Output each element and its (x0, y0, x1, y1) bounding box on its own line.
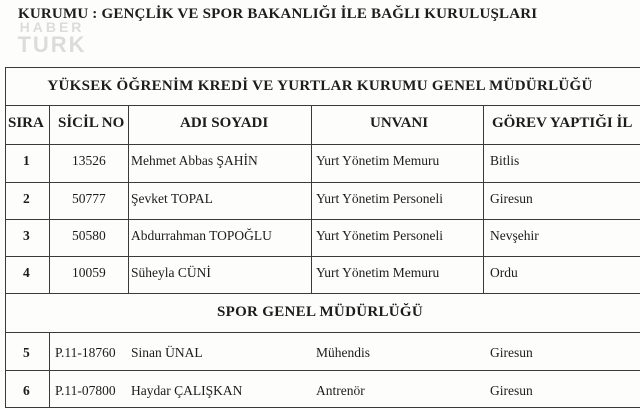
column-border (49, 105, 50, 293)
sira-cell: 2 (23, 191, 30, 206)
name-cell: Haydar ÇALIŞKAN (131, 383, 243, 398)
sira-cell: 1 (23, 153, 30, 168)
name-cell: Şevket TOPAL (131, 191, 213, 206)
header-ad: ADI SOYADI (180, 115, 269, 131)
header-bottom-border (5, 144, 640, 145)
column-border (311, 105, 312, 293)
il-cell: Giresun (490, 191, 533, 206)
row-border (5, 182, 640, 183)
sicil-cell: P.11-07800 (55, 383, 116, 398)
unvan-cell: Yurt Yönetim Personeli (316, 228, 443, 243)
section2-title: SPOR GENEL MÜDÜRLÜĞÜ (216, 304, 424, 320)
sicil-cell: 13526 (72, 153, 106, 168)
kurumu-title: KURUMU : GENÇLİK VE SPOR BAKANLIĞI İLE BAĞLI KURULUŞLARI (18, 6, 538, 22)
table-top-border (5, 67, 640, 68)
header-sicil: SİCİL NO (58, 115, 125, 131)
header-il: GÖREV YAPTIĞI İL (492, 115, 633, 131)
name-cell: Abdurrahman TOPOĞLU (131, 228, 272, 243)
watermark-logo: HABER TURK (17, 19, 87, 57)
column-border (483, 105, 484, 293)
row-border (5, 370, 640, 371)
sicil-cell: P.11-18760 (55, 345, 116, 360)
row-border (5, 293, 640, 294)
column-border (128, 105, 129, 293)
il-cell: Ordu (490, 265, 518, 280)
sira-cell: 4 (23, 265, 30, 280)
sicil-cell: 50580 (72, 228, 106, 243)
name-cell: Süheyla CÜNİ (131, 265, 211, 280)
il-cell: Giresun (490, 345, 533, 360)
row-border (5, 219, 640, 220)
unvan-cell: Yurt Yönetim Memuru (316, 265, 440, 280)
section1-bottom-border (5, 105, 640, 106)
unvan-cell: Yurt Yönetim Memuru (316, 153, 440, 168)
sira-cell: 6 (23, 383, 30, 398)
sira-cell: 5 (23, 345, 30, 360)
unvan-cell: Mühendis (316, 345, 370, 360)
header-unvan: UNVANI (370, 115, 429, 131)
section1-title: YÜKSEK ÖĞRENİM KREDİ VE YURTLAR KURUMU GENEL MÜDÜRLÜĞÜ (47, 78, 593, 94)
name-cell: Mehmet Abbas ŞAHİN (131, 153, 258, 168)
unvan-cell: Antrenör (316, 383, 365, 398)
column-border (5, 67, 6, 407)
row-border (5, 407, 640, 408)
header-sira: SIRA (8, 115, 44, 131)
il-cell: Giresun (490, 383, 533, 398)
section2-top-border (5, 332, 640, 333)
unvan-cell: Yurt Yönetim Personeli (316, 191, 443, 206)
column-border (49, 332, 50, 407)
sicil-cell: 10059 (72, 265, 106, 280)
il-cell: Bitlis (490, 153, 520, 168)
sira-cell: 3 (23, 228, 30, 243)
sicil-cell: 50777 (72, 191, 106, 206)
row-border (5, 256, 640, 257)
name-cell: Sinan ÜNAL (131, 345, 203, 360)
il-cell: Nevşehir (490, 228, 539, 243)
